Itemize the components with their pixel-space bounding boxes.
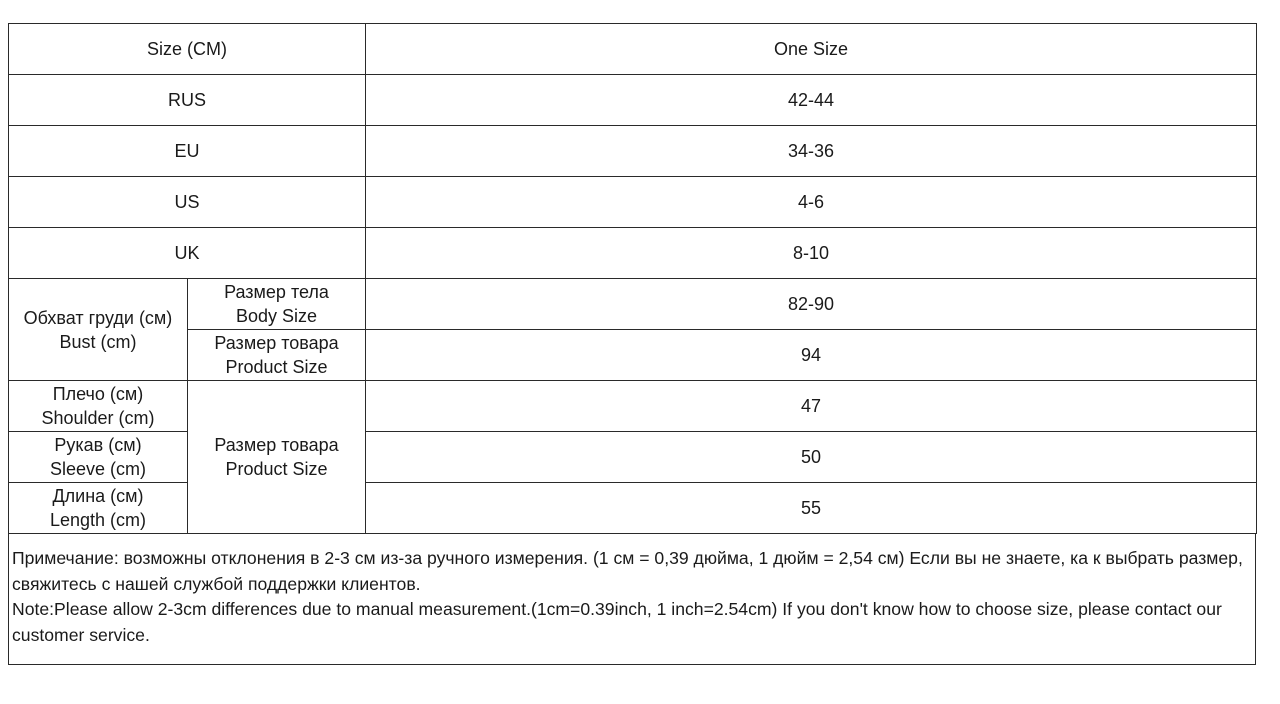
table-row [9, 279, 1257, 330]
size-table [8, 23, 1257, 534]
note-english: Note:Please allow 2-3cm differences due to manual measurement.(1cm=0.39inch, 1 inch=2.54cm) If you don't know how to choose size, please contact our customer service. [12, 599, 1222, 645]
product-size-group-cell [188, 381, 366, 534]
sleeve-label-en: Sleeve (cm) [49, 459, 147, 479]
table-row [9, 330, 1257, 381]
length-label-ru: Длина (см) [52, 486, 144, 506]
bust-product-size-value: 94 [366, 330, 1257, 381]
header-label-cell: Size (CM) [9, 24, 366, 75]
sleeve-label-ru: Рукав (см) [54, 435, 142, 455]
size-standard-label: RUS [9, 75, 366, 126]
table-row [9, 24, 1257, 75]
size-chart [8, 23, 1256, 665]
size-standard-label: UK [9, 228, 366, 279]
size-standard-value: 42-44 [366, 75, 1257, 126]
size-standard-label: EU [9, 126, 366, 177]
body-size-label-ru: Размер тела [224, 282, 329, 302]
sleeve-value: 50 [366, 432, 1257, 483]
product-size-group-en: Product Size [225, 459, 328, 479]
bust-label-cell [9, 279, 188, 381]
shoulder-label-ru: Плечо (см) [52, 384, 144, 404]
product-size-label-ru: Размер товара [214, 333, 339, 353]
sleeve-label-cell [9, 432, 188, 483]
length-label-en: Length (cm) [49, 510, 147, 530]
note-russian: Примечание: возможны отклонения в 2-3 см из-за ручного измерения. (1 см = 0,39 дюйма, 1 дюйм = 2,54 см) Если вы не знаете, ка к выбрать размер, свяжитесь с нашей службой поддержки клиентов. [12, 548, 1243, 594]
bust-label-ru: Обхват груди (см) [23, 307, 173, 328]
shoulder-label-en: Shoulder (cm) [41, 408, 155, 428]
table-row [9, 75, 1257, 126]
length-value: 55 [366, 483, 1257, 534]
table-row [9, 228, 1257, 279]
size-standard-value: 8-10 [366, 228, 1257, 279]
bust-label-en: Bust (cm) [59, 331, 137, 352]
shoulder-value: 47 [366, 381, 1257, 432]
header-value-cell: One Size [366, 24, 1257, 75]
shoulder-label-cell [9, 381, 188, 432]
table-row [9, 177, 1257, 228]
measurement-note [8, 534, 1256, 665]
size-standard-label: US [9, 177, 366, 228]
product-size-label-cell [188, 330, 366, 381]
table-row [9, 126, 1257, 177]
body-size-label-en: Body Size [235, 306, 318, 326]
bust-body-size-value: 82-90 [366, 279, 1257, 330]
product-size-group-ru: Размер товара [214, 435, 339, 455]
product-size-label-en: Product Size [225, 357, 328, 377]
length-label-cell [9, 483, 188, 534]
size-standard-value: 4-6 [366, 177, 1257, 228]
size-standard-value: 34-36 [366, 126, 1257, 177]
body-size-label-cell [188, 279, 366, 330]
table-row [9, 381, 1257, 432]
